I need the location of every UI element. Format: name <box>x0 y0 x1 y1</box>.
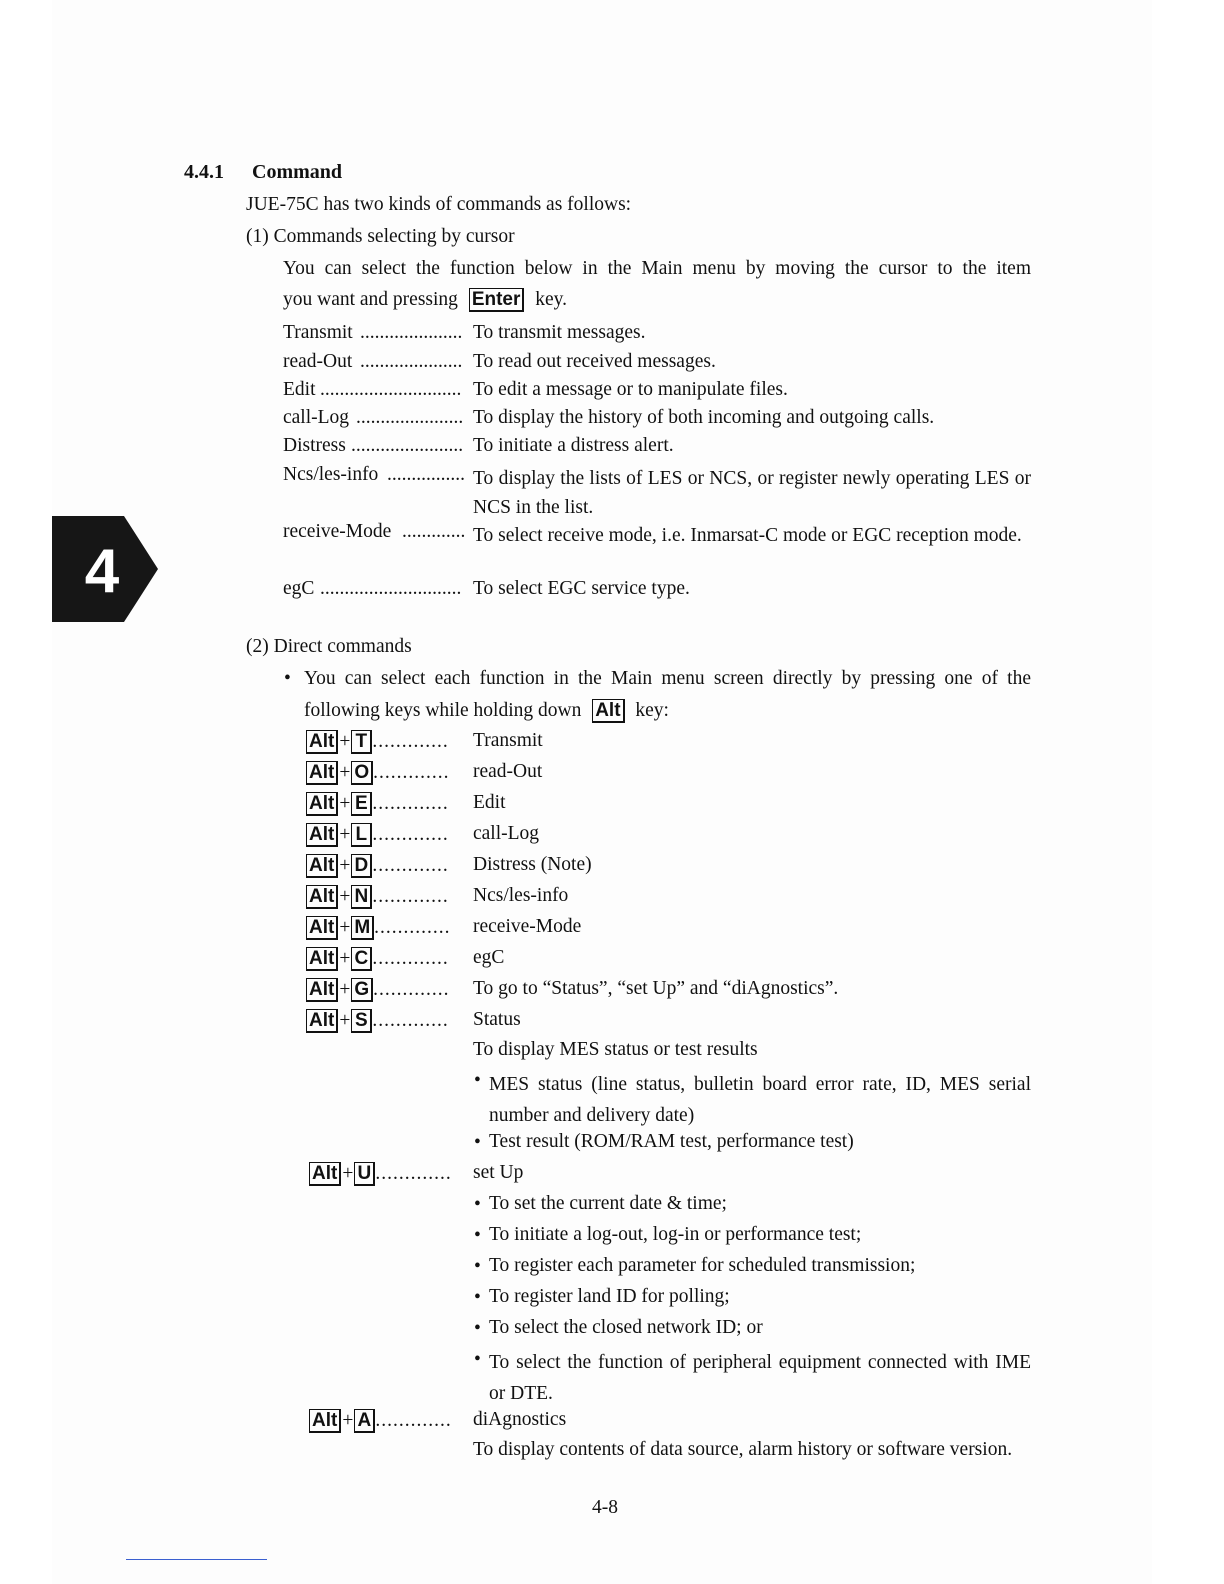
item-name: call-Log <box>283 407 350 428</box>
command-desc: Transmit <box>473 730 543 751</box>
item-dots: ..................... <box>360 351 463 372</box>
setup-bullet: To select the closed network ID; or <box>489 1317 763 1338</box>
setup-bullet: To register land ID for polling; <box>489 1286 730 1307</box>
dots: ............. <box>374 917 451 938</box>
alt-key: Alt <box>306 792 338 816</box>
item-desc: To display the history of both incoming and outgoing calls. <box>473 407 935 428</box>
alt-key: Alt <box>306 823 338 847</box>
bullet: • <box>474 1256 481 1277</box>
dots: ............. <box>375 1410 452 1431</box>
command-desc: Distress (Note) <box>473 854 592 875</box>
plus-sign: + <box>339 979 351 1000</box>
section-number: 4.4.1 <box>184 161 224 183</box>
command-desc: diAgnostics <box>473 1409 567 1430</box>
alt-key: Alt <box>309 1409 341 1433</box>
part2-title: (2) Direct commands <box>246 636 412 657</box>
alt-key: Alt <box>306 854 338 878</box>
item-dots: ............................. <box>320 379 462 400</box>
dots: ............. <box>375 1163 452 1184</box>
item-desc: To read out received messages. <box>473 351 716 372</box>
item-desc: To display the lists of LES or NCS, or register newly operating LES or NCS in the list. <box>473 468 1031 518</box>
intro-text: JUE-75C has two kinds of commands as follows: <box>246 194 632 215</box>
command-row <box>306 946 449 972</box>
plus-sign: + <box>339 886 351 907</box>
command-desc: Status <box>473 1009 521 1030</box>
bullet: • <box>284 668 291 689</box>
dots: ............. <box>372 1010 449 1031</box>
plus-sign: + <box>339 917 351 938</box>
item-dots: ..................... <box>360 322 463 343</box>
command-row <box>306 791 449 817</box>
alt-key: Alt <box>306 761 338 785</box>
alt-key: Alt <box>309 1162 341 1186</box>
item-dots: ............................. <box>320 578 462 599</box>
bullet: • <box>474 1287 481 1308</box>
command-row <box>306 977 449 1003</box>
command-row <box>306 884 449 910</box>
item-name: egC <box>283 578 315 599</box>
bullet: • <box>474 1070 481 1091</box>
dots: ............. <box>373 762 450 783</box>
letter-key: E <box>351 792 372 816</box>
item-dots: ............. <box>402 521 466 542</box>
command-row <box>306 1008 449 1034</box>
dots: ............. <box>372 948 449 969</box>
alt-key: Alt <box>306 885 338 909</box>
command-row <box>309 1161 452 1187</box>
plus-sign: + <box>339 948 351 969</box>
page-number: 4-8 <box>592 1497 618 1518</box>
part1-desc-post: key. <box>535 289 568 310</box>
letter-key: O <box>351 761 373 785</box>
enter-key: Enter <box>469 288 525 312</box>
alt-key: Alt <box>306 947 338 971</box>
alt-key: Alt <box>306 1009 338 1033</box>
footer-rule <box>126 1559 267 1560</box>
dots: ............. <box>372 886 449 907</box>
item-name: read-Out <box>283 351 353 372</box>
letter-key: N <box>351 885 372 909</box>
part2-desc-line1: You can select each function in the Main menu screen directly by pressing one of the <box>304 668 1031 689</box>
plus-sign: + <box>339 793 351 814</box>
plus-sign: + <box>339 762 351 783</box>
plus-sign: + <box>342 1410 354 1431</box>
letter-key: S <box>351 1009 372 1033</box>
plus-sign: + <box>339 1010 351 1031</box>
part1-title: (1) Commands selecting by cursor <box>246 226 515 247</box>
command-desc: To go to “Status”, “set Up” and “diAgnostics”. <box>473 978 839 999</box>
item-name: Distress <box>283 435 346 456</box>
command-desc: set Up <box>473 1162 524 1183</box>
setup-bullet: To initiate a log-out, log-in or performance test; <box>489 1224 862 1245</box>
item-name: receive-Mode <box>283 521 392 542</box>
command-row <box>309 1408 452 1434</box>
status-detail-line: To display MES status or test results <box>473 1039 758 1060</box>
alt-key: Alt <box>592 699 624 723</box>
alt-key: Alt <box>306 978 338 1002</box>
command-row <box>306 760 449 786</box>
part2-desc-line2 <box>304 699 669 723</box>
command-row <box>306 822 449 848</box>
setup-bullet: To select the function of peripheral equipment connected with IME or DTE. <box>489 1352 1031 1404</box>
command-desc: Ncs/les-info <box>473 885 569 906</box>
letter-key: G <box>351 978 373 1002</box>
command-desc: call-Log <box>473 823 540 844</box>
letter-key: C <box>351 947 372 971</box>
command-desc: receive-Mode <box>473 916 582 937</box>
item-dots: ....................... <box>351 435 464 456</box>
item-desc: To transmit messages. <box>473 322 646 343</box>
alt-key: Alt <box>306 730 338 754</box>
dots: ............. <box>372 731 449 752</box>
section-title: Command <box>252 161 343 183</box>
item-desc: To edit a message or to manipulate files. <box>473 379 788 400</box>
command-row <box>306 729 449 755</box>
letter-key: T <box>351 730 372 754</box>
bullet: • <box>474 1194 481 1215</box>
command-desc: read-Out <box>473 761 543 782</box>
part2-desc-pre: following keys while holding down <box>304 700 582 721</box>
letter-key: D <box>351 854 372 878</box>
item-dots: ...................... <box>356 407 464 428</box>
item-name: Transmit <box>283 322 353 343</box>
command-row <box>306 853 449 879</box>
command-desc: Edit <box>473 792 506 813</box>
part1-desc-line2 <box>283 288 567 312</box>
item-desc: To initiate a distress alert. <box>473 435 674 456</box>
diag-detail-line: To display contents of data source, alarm history or software version. <box>473 1439 1013 1460</box>
setup-bullet: To register each parameter for scheduled transmission; <box>489 1255 916 1276</box>
letter-key: M <box>351 916 374 940</box>
dots: ............. <box>372 824 449 845</box>
item-name: Edit <box>283 379 316 400</box>
plus-sign: + <box>339 824 351 845</box>
bullet: • <box>474 1225 481 1246</box>
item-name: Ncs/les-info <box>283 464 379 485</box>
item-dots: ................ <box>387 464 465 485</box>
bullet: • <box>474 1349 481 1370</box>
alt-key: Alt <box>306 916 338 940</box>
bullet: • <box>474 1318 481 1339</box>
setup-bullet: To set the current date & time; <box>489 1193 727 1214</box>
command-desc: egC <box>473 947 505 968</box>
plus-sign: + <box>339 731 351 752</box>
letter-key: L <box>351 823 372 847</box>
bullet: • <box>474 1132 481 1153</box>
letter-key: A <box>354 1409 375 1433</box>
dots: ............. <box>372 855 449 876</box>
status-bullet: MES status (line status, bulletin board error rate, ID, MES serial number and delivery date) <box>489 1074 1031 1126</box>
part1-desc-pre: you want and pressing <box>283 289 458 310</box>
part1-desc-line1: You can select the function below in the Main menu by moving the cursor to the item <box>283 258 1031 279</box>
dots: ............. <box>373 979 450 1000</box>
command-row <box>306 915 451 941</box>
chapter-number: 4 <box>84 537 120 606</box>
item-desc: To select EGC service type. <box>473 578 690 599</box>
chapter-tab <box>52 516 158 622</box>
letter-key: U <box>354 1162 375 1186</box>
plus-sign: + <box>342 1163 354 1184</box>
part2-desc-post: key: <box>635 700 669 721</box>
status-bullet: Test result (ROM/RAM test, performance test) <box>489 1131 854 1152</box>
plus-sign: + <box>339 855 351 876</box>
dots: ............. <box>372 793 449 814</box>
item-desc: To select receive mode, i.e. Inmarsat-C mode or EGC reception mode. <box>473 525 1022 546</box>
